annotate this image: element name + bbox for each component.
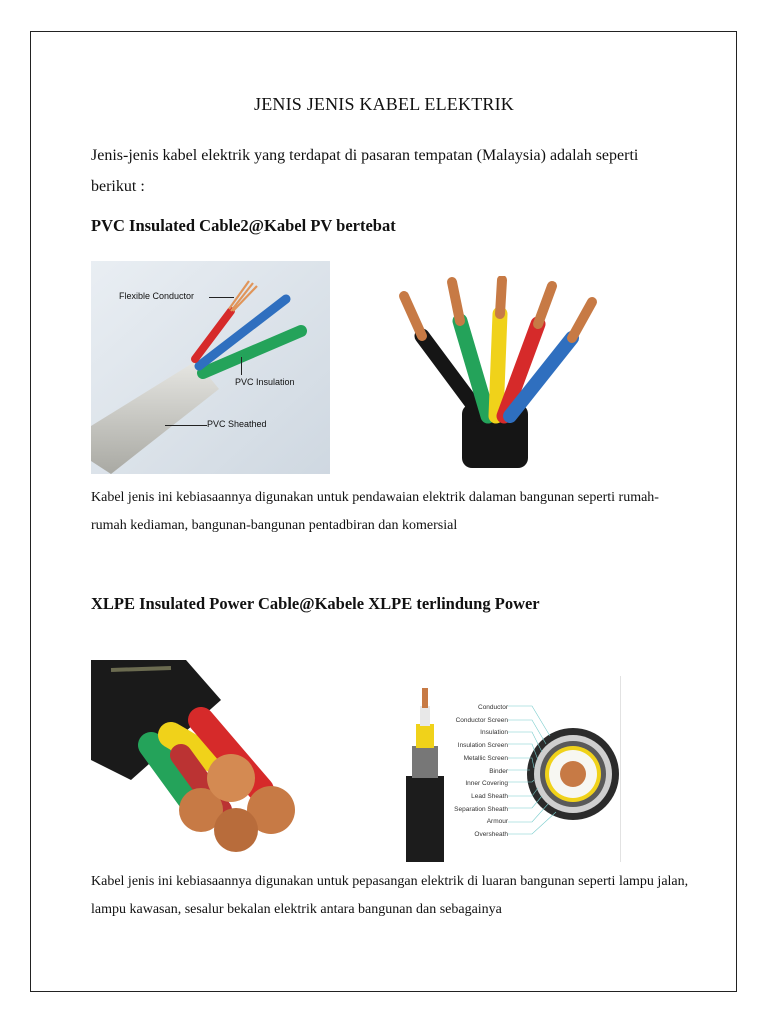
xlpe-cable-structure-diagram (400, 676, 621, 862)
label-oversheath: Oversheath (474, 831, 508, 839)
label-separation-sheath: Separation Sheath (454, 805, 508, 813)
intro-paragraph: Jenis-jenis kabel elektrik yang terdapat di pasaran tempatan (Malaysia) adalah seperti berikut : (91, 147, 639, 195)
label-armour: Armour (486, 818, 508, 826)
label-binder: Binder (489, 767, 508, 775)
label-conductor: Conductor (478, 704, 508, 711)
xlpe-description: Kabel jenis ini kebiasaannya digunakan untuk pepasangan elektrik di luaran bangunan seperti lampu jalan, lampu kawasan, sesalur bekalan elektrik antara bangunan dan sebagainya (91, 874, 689, 917)
document-title: JENIS JENIS KABEL ELEKTRIK (253, 94, 514, 114)
pvc-cable-labelled-photo (91, 261, 330, 474)
label-pvc-sheathed: PVC Sheathed (207, 419, 267, 429)
label-insulation-screen: Insulation Screen (457, 742, 508, 750)
pvc-five-core-cable-photo (392, 276, 602, 471)
label-insulation: Insulation (480, 729, 508, 737)
pointer-line (165, 425, 207, 426)
pointer-line (241, 357, 242, 375)
label-conductor-screen: Conductor Screen (455, 716, 508, 724)
xlpe-label-list (452, 702, 508, 842)
label-lead-sheath: Lead Sheath (471, 792, 508, 800)
pvc-description: Kabel jenis ini kebiasaannya digunakan untuk pendawaian elektrik dalaman bangunan seperti rumah-rumah kediaman, bangunan-bangunan pentadbiran dan komersial (91, 490, 659, 533)
pointer-line (209, 297, 234, 298)
section-heading-pvc: PVC Insulated Cable2@Kabel PV bertebat (91, 216, 396, 235)
label-flexible-conductor: Flexible Conductor (119, 291, 195, 301)
xlpe-cable-cross-photo (91, 660, 301, 855)
label-pvc-insulation: PVC Insulation (235, 377, 295, 387)
label-metallic-screen: Metallic Screen (463, 754, 508, 762)
section-heading-xlpe: XLPE Insulated Power Cable@Kabele XLPE terlindung Power (91, 594, 540, 613)
label-inner-covering: Inner Covering (465, 780, 508, 788)
